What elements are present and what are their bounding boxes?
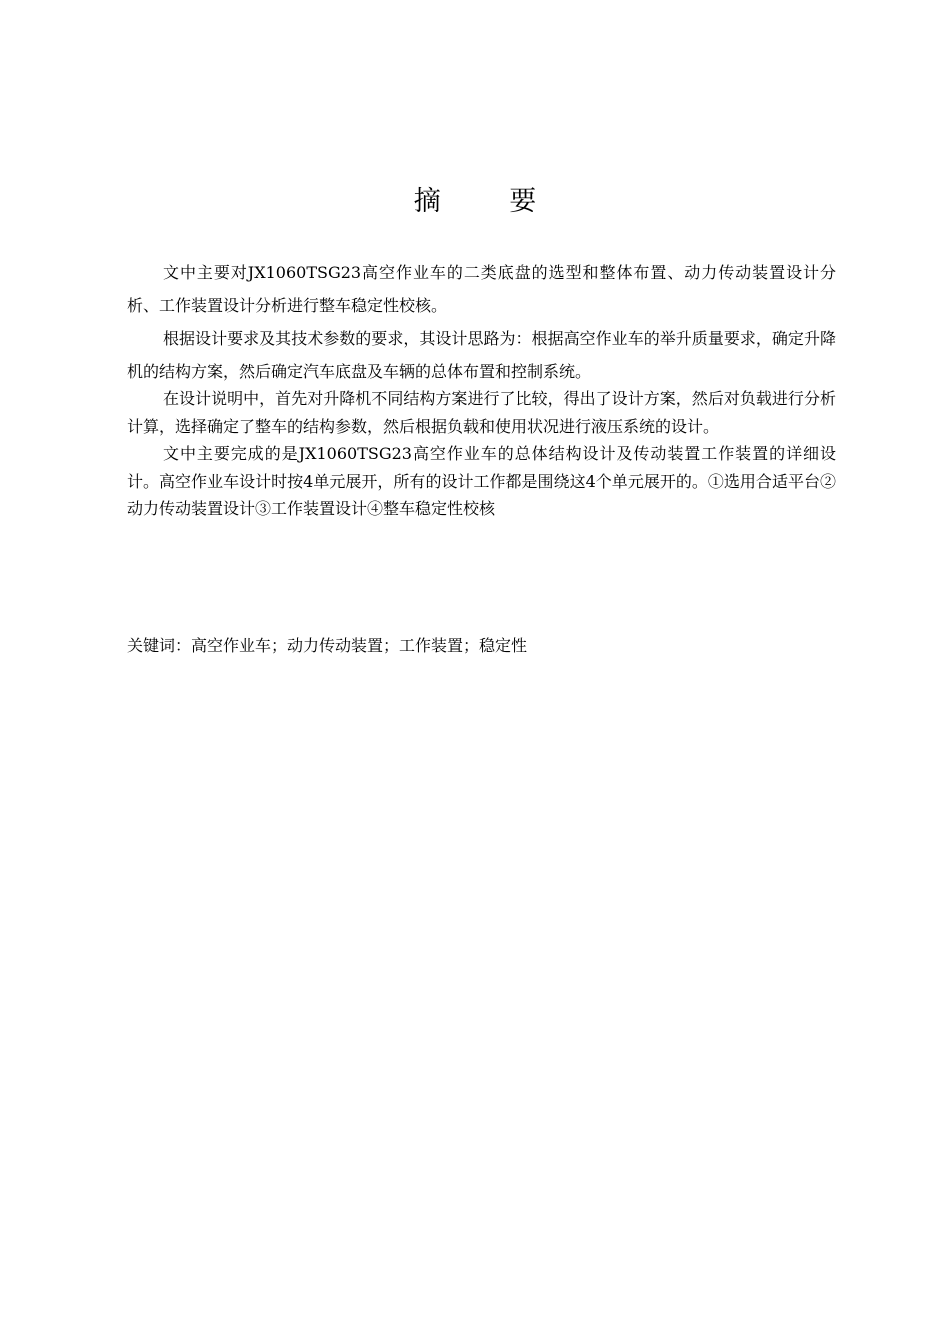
keywords-text: 高空作业车；动力传动装置；工作装置；稳定性 [191,636,528,655]
abstract-title: 摘 要 [413,186,567,217]
abstract-paragraph-1: 文中主要对JX1060TSG23高空作业车的二类底盘的选型和整体布置、动力传动装置设计分析、工作装置设计分析进行整车稳定性校核。 [127,263,836,315]
abstract-body [127,256,836,523]
keywords-label: 关键词： [127,636,192,655]
keywords-line [127,633,836,659]
abstract-paragraph-3: 在设计说明中，首先对升降机不同结构方案进行了比较，得出了设计方案，然后对负载进行分析计算，选择确定了整车的结构参数，然后根据负载和使用状况进行液压系统的设计。 [127,389,836,436]
abstract-paragraph-4: 文中主要完成的是JX1060TSG23高空作业车的总体结构设计及传动装置工作装置的详细设计。高空作业车设计时按4单元展开，所有的设计工作都是围绕这4个单元展开的。①选用合适平台②动力传动装置设计③工作装置设计④整车稳定性校核 [127,444,836,518]
abstract-paragraph-2: 根据设计要求及其技术参数的要求，其设计思路为：根据高空作业车的举升质量要求，确定升降机的结构方案，然后确定汽车底盘及车辆的总体布置和控制系统。 [127,329,836,381]
